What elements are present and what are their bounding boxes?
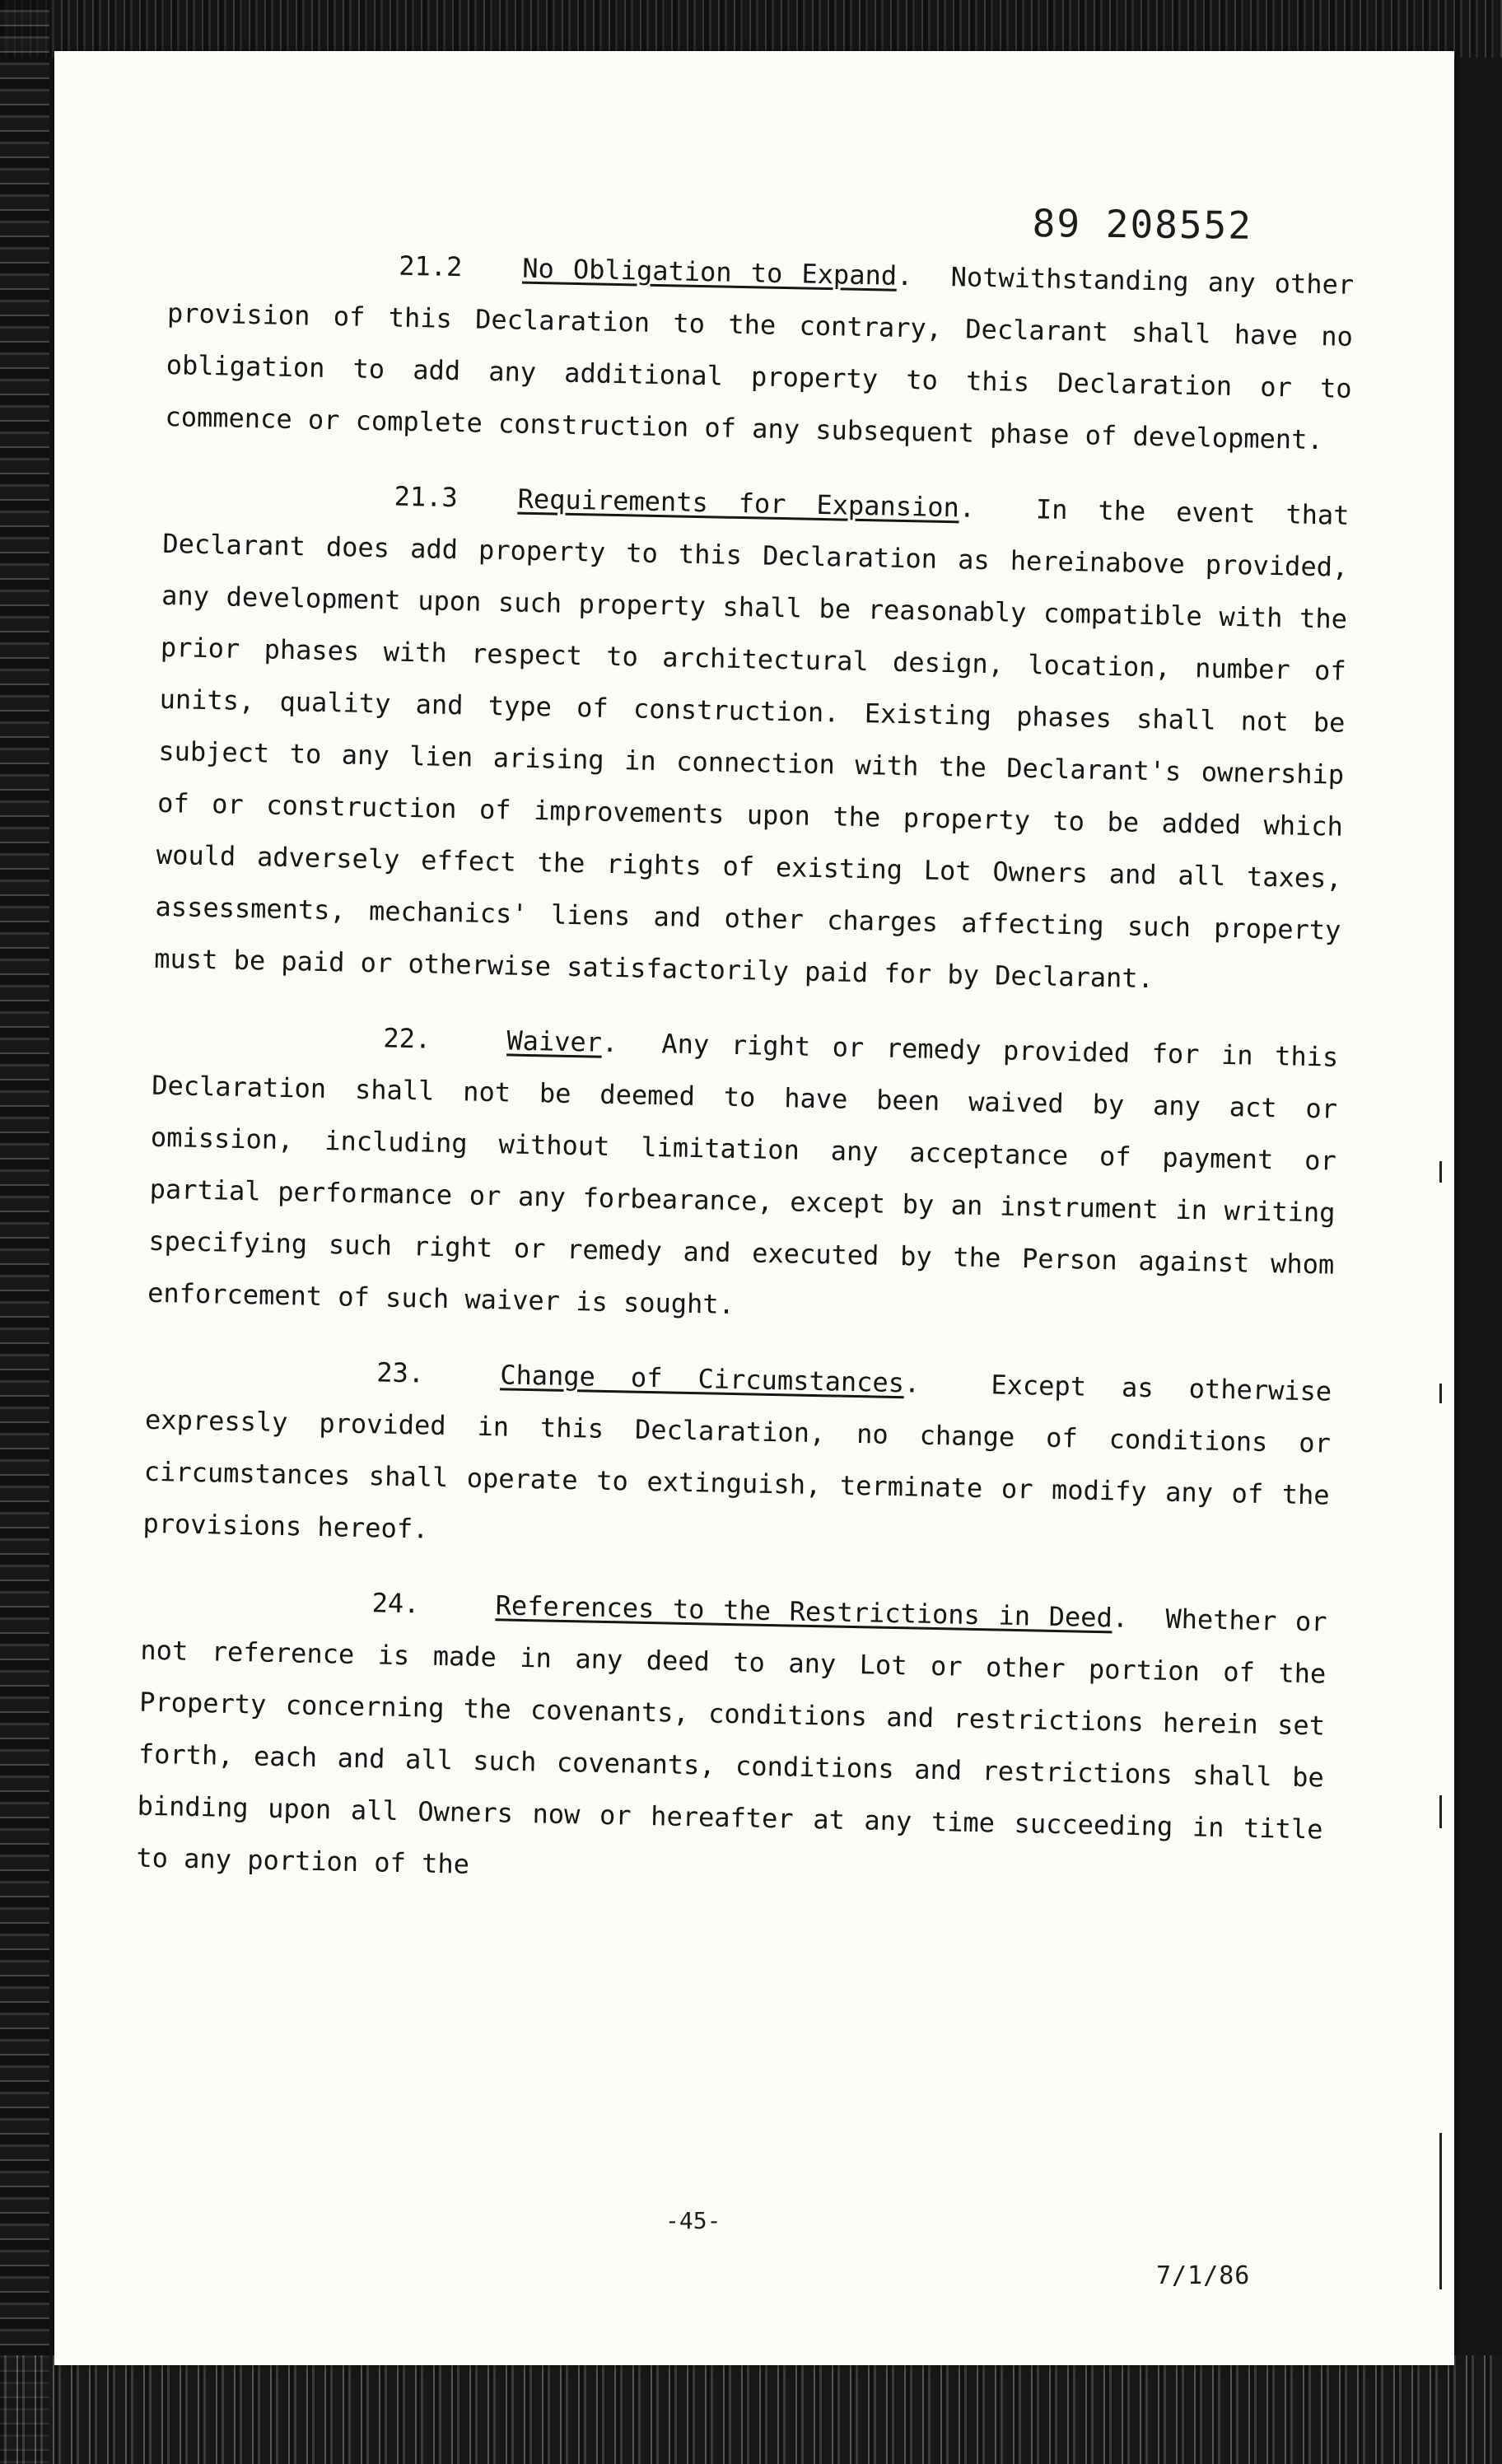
- section-heading: Change of Circumstances: [499, 1359, 905, 1399]
- section-text: In the event that Declarant does add property to this Declaration as hereinabove provided, any development upon such property shall be reasonably compatible with the prior phases with respect to architectural design, location, number of units, quality and type of construction. Existing phases shall not be subject to any lien arising in connection with the Declarant's ownership of or construction of improvements upon the property to be added which would adversely effect the rights of existing Lot Owners and all taxes, assessments, mechanics' liens and other charges affecting such property must be paid or otherwise satisfactorily paid for by Declarant.: [153, 493, 1350, 995]
- scan-noise-left: [0, 0, 49, 2464]
- section-heading: No Obligation to Expand: [521, 252, 898, 292]
- section-text: Any right or remedy provided for in this Declaration shall not be deemed to have been waived by any act or omission, including without limitation any acceptance of payment or partial performance or any forbearance, except by an instrument in writing specifying such right or remedy and executed by the Person against whom enforcement of such waiver is sought.: [147, 1028, 1339, 1321]
- edge-mark: [1439, 2133, 1442, 2289]
- document-number: 89 208552: [1032, 201, 1253, 248]
- scan-noise-bottom: [0, 2355, 1502, 2464]
- section-number: 21.2: [398, 250, 463, 283]
- edge-mark: [1439, 1161, 1442, 1183]
- scan-noise-top: [0, 0, 1502, 58]
- section-21-3: 21.3 Requirements for Expansion. In the event that Declarant does add property to this Declaration as hereinabove provided, any development upon such property shall be reasonably compatible with the prior phases with respect to architectural design, location, number of units, quality and type of construction. Existing phases shall not be subject to any lien arising in connection with the Declarant's ownership of or construction of improvements upon the property to be added which would adversely effect the rights of existing Lot Owners and all taxes, assessments, mechanics' liens and other charges affecting such property must be paid or otherwise satisfactorily paid for by Declarant.: [154, 466, 1350, 1009]
- section-text: Whether or not reference is made in any deed to any Lot or other portion of the Property concerning the covenants, conditions and restrictions herein set forth, each and all such covenants, conditions and restrictions shall be binding upon all Owners now or hereafter at any time succeeding in title to any portion of the: [136, 1603, 1327, 1880]
- section-number: 21.3: [394, 480, 459, 514]
- document-body: [135, 236, 1354, 1930]
- section-number: 22.: [383, 1022, 431, 1055]
- section-heading: Requirements for Expansion: [517, 483, 960, 524]
- section-heading: References to the Restrictions in Deed: [495, 1589, 1113, 1634]
- section-21-2: 21.2 No Obligation to Expand. Notwithstanding any other provision of this Declaration to the contrary, Declarant shall have no obligation to add any additional property to this Declaration or to commence or complete construction of any subsequent phase of development.: [165, 236, 1355, 467]
- section-heading: Waiver: [506, 1024, 603, 1058]
- edge-mark: [1439, 1384, 1442, 1403]
- section-text: Except as otherwise expressly provided in this Declaration, no change of conditions or circumstances shall operate to extinguish, terminate or modify any of the provisions hereof.: [142, 1369, 1332, 1545]
- section-24: 24. References to the Restrictions in Deed. Whether or not reference is made in any deed to any Lot or other portion of the Property concerning the covenants, conditions and restrictions herein set forth, each and all such covenants, conditions and restrictions shall be binding upon all Owners now or hereafter at any time succeeding in title to any portion of the: [136, 1573, 1327, 1908]
- section-number: 24.: [371, 1587, 420, 1620]
- section-23: 23. Change of Circumstances. Except as otherwise expressly provided in this Declaration, no change of conditions or circumstances shall operate to extinguish, terminate or modify any of the provisions hereof.: [142, 1342, 1332, 1574]
- edge-mark: [1439, 1795, 1442, 1828]
- section-number: 23.: [376, 1356, 425, 1389]
- section-22: 22. Waiver. Any right or remedy provided for in this Declaration shall not be deemed to have been waived by any act or omission, including without limitation any acceptance of payment or partial performance or any forbearance, except by an instrument in writing specifying such right or remedy and executed by the Person against whom enforcement of such waiver is sought.: [147, 1008, 1339, 1343]
- edge-marks: [1431, 1071, 1464, 2306]
- page-number: -45-: [665, 2207, 721, 2234]
- revision-date: 7/1/86: [1156, 2261, 1251, 2290]
- section-text: Notwithstanding any other provision of this Declaration to the contrary, Declarant shall have no obligation to add any additional property to this Declaration or to commence or complete construction of any subsequent phase of development.: [165, 261, 1355, 456]
